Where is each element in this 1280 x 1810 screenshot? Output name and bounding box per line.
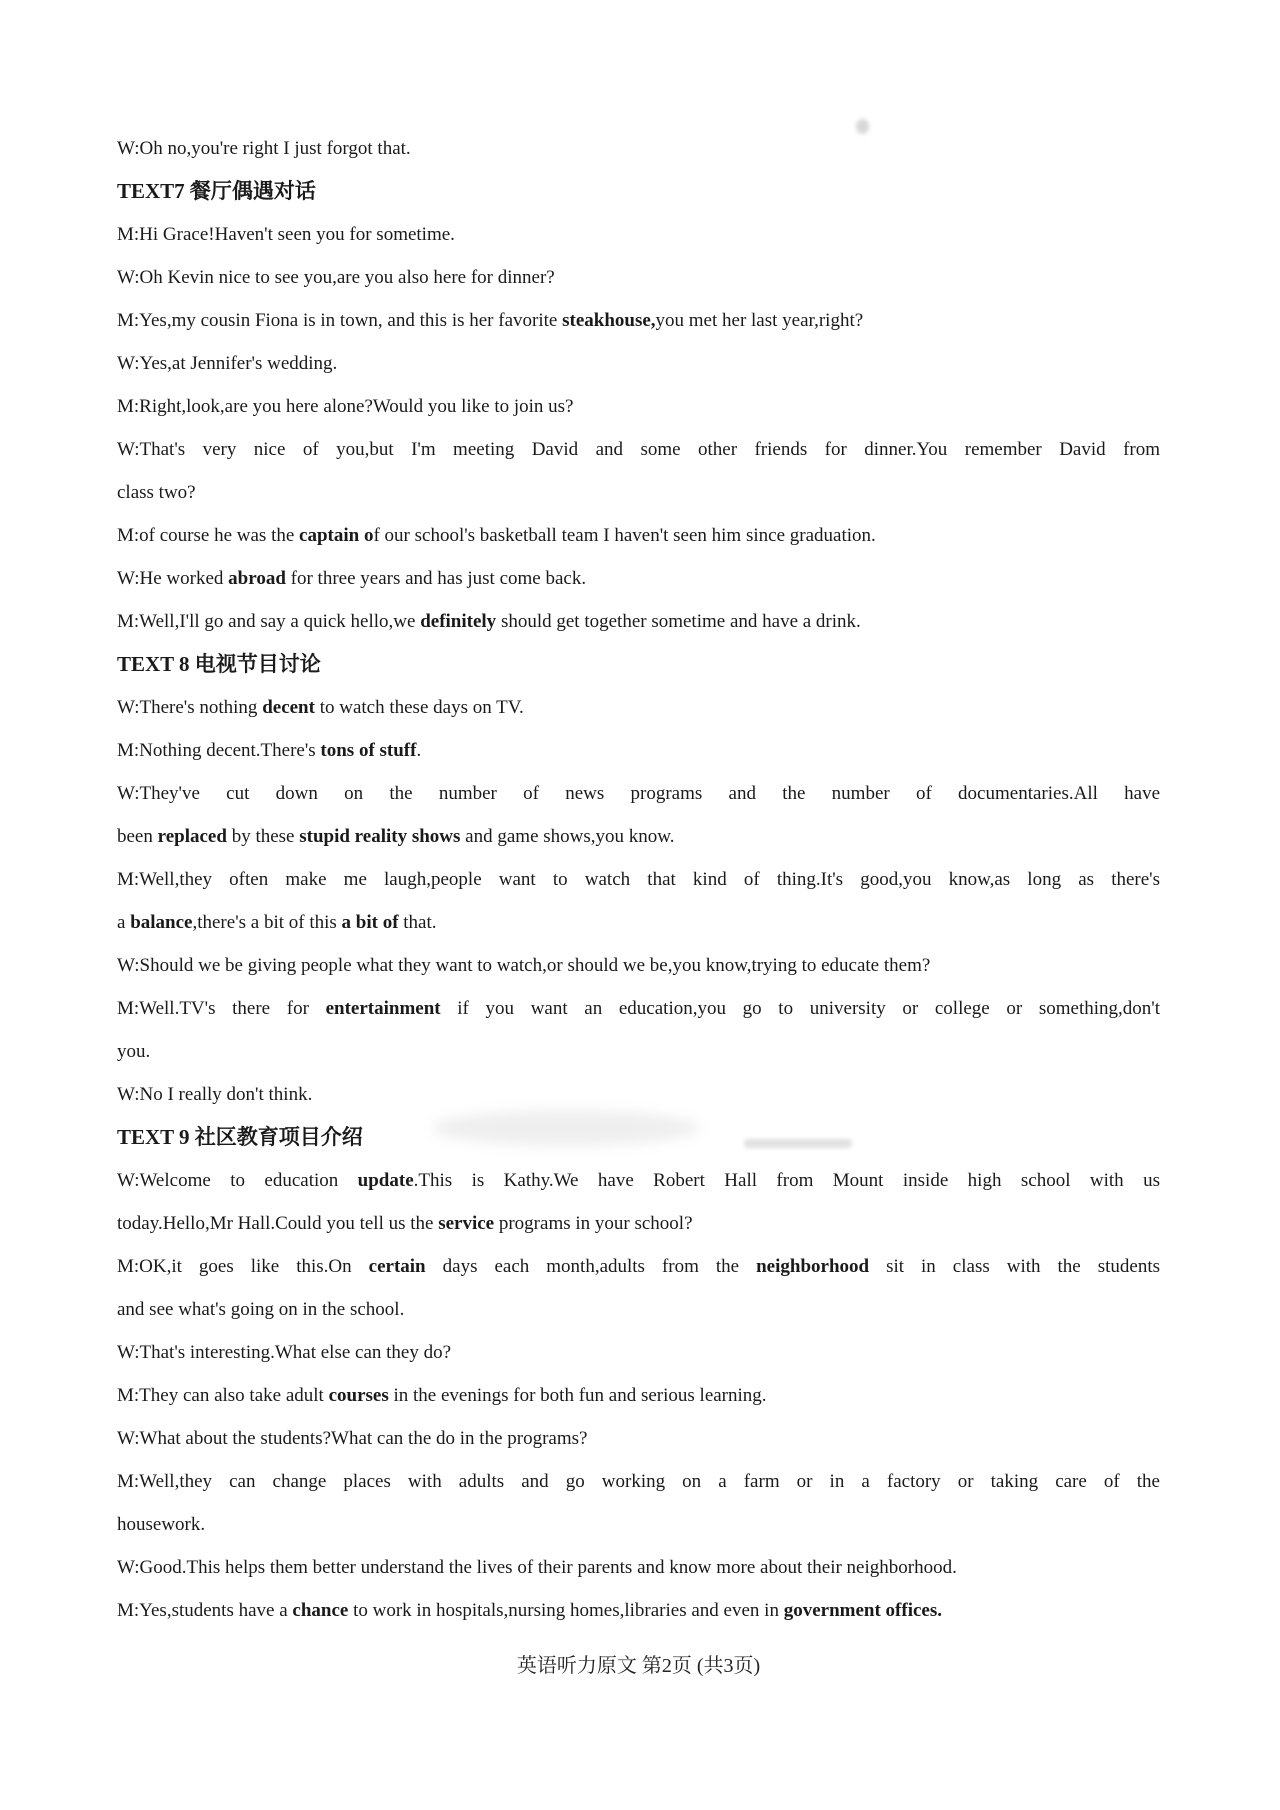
emphasis-text: steakhouse,	[562, 310, 656, 331]
text-segment: been	[117, 826, 158, 847]
transcript-line	[117, 944, 1160, 987]
transcript-line	[117, 987, 1160, 1030]
transcript-line	[117, 385, 1160, 428]
text-segment: .This is Kathy.We have Robert Hall from Mount inside high school with us	[413, 1170, 1160, 1191]
transcript-line	[117, 901, 1160, 944]
emphasis-text: tons of stuff	[320, 740, 417, 761]
transcript-line	[117, 213, 1160, 256]
text-segment: you met her last year,right?	[655, 310, 864, 331]
emphasis-text: courses	[328, 1385, 389, 1406]
emphasis-text: TEXT 8 电视节目讨论	[117, 652, 321, 676]
transcript-line	[117, 600, 1160, 643]
text-segment: M:Well,I'll go and say a quick hello,we	[117, 611, 421, 632]
text-segment: by these	[226, 826, 300, 847]
page-footer: 英语听力原文 第2页 (共3页)	[516, 1655, 761, 1677]
emphasis-text: abroad	[228, 568, 286, 589]
emphasis-text: government offices.	[783, 1600, 942, 1621]
text-segment: should get together sometime and have a drink.	[496, 611, 861, 632]
text-segment: M:Yes,students have a	[117, 1600, 293, 1621]
emphasis-text: decent	[262, 697, 315, 718]
text-segment: M:They can also take adult	[117, 1385, 329, 1406]
text-segment: f our school's basketball team I haven't seen him since graduation.	[373, 525, 876, 546]
emphasis-text: entertainment	[325, 998, 441, 1019]
text-segment: class two?	[117, 482, 196, 503]
text-segment: to work in hospitals,nursing homes,libraries and even in	[348, 1600, 784, 1621]
text-segment: W:That's interesting.What else can they do?	[117, 1342, 452, 1363]
transcript-line	[117, 1460, 1160, 1503]
transcript-line	[117, 1546, 1160, 1589]
text-segment: programs in your school?	[494, 1213, 693, 1234]
text-segment: and game shows,you know.	[460, 826, 675, 847]
text-segment: to watch these days on TV.	[314, 697, 524, 718]
transcript-line	[117, 299, 1160, 342]
emphasis-text: TEXT7 餐厅偶遇对话	[117, 179, 316, 203]
emphasis-text: a bit of	[341, 912, 399, 933]
text-segment: M:Yes,my cousin Fiona is in town, and this is her favorite	[117, 310, 563, 331]
transcript-line	[117, 256, 1160, 299]
transcript-line	[117, 428, 1160, 471]
transcript-line	[117, 514, 1160, 557]
emphasis-text: neighborhood	[756, 1256, 870, 1277]
text-segment: days each month,adults from the	[425, 1256, 757, 1277]
emphasis-text: certain	[368, 1256, 426, 1277]
text-segment: W:There's nothing	[117, 697, 263, 718]
text-segment: today.Hello,Mr Hall.Could you tell us the	[117, 1213, 439, 1234]
text-segment: W:Yes,at Jennifer's wedding.	[117, 353, 338, 374]
text-segment: W:That's very nice of you,but I'm meeting David and some other friends for dinner.You remember David from	[117, 439, 1160, 460]
transcript-line	[117, 1073, 1160, 1116]
transcript-line	[117, 1417, 1160, 1460]
text-segment: W:No I really don't think.	[117, 1084, 313, 1105]
transcript-line	[117, 858, 1160, 901]
text-segment: ,there's a bit of this	[192, 912, 342, 933]
text-segment: W:Oh Kevin nice to see you,are you also here for dinner?	[117, 267, 555, 288]
text-segment: housework.	[117, 1514, 206, 1535]
emphasis-text: definitely	[420, 611, 497, 632]
transcript-line	[117, 1202, 1160, 1245]
emphasis-text: chance	[292, 1600, 349, 1621]
transcript-line	[117, 686, 1160, 729]
transcript-line	[117, 342, 1160, 385]
text-segment: W:Should we be giving people what they want to watch,or should we be,you know,trying to educate them?	[117, 955, 931, 976]
text-segment: M:OK,it goes like this.On	[117, 1256, 369, 1277]
transcript-line	[117, 1503, 1160, 1546]
emphasis-text: stupid reality shows	[299, 826, 461, 847]
text-segment: you.	[117, 1041, 151, 1062]
emphasis-text: replaced	[157, 826, 227, 847]
text-segment: M:Right,look,are you here alone?Would you like to join us?	[117, 396, 574, 417]
section-heading	[117, 170, 1160, 213]
emphasis-text: balance	[130, 912, 193, 933]
transcript-line	[117, 1374, 1160, 1417]
text-segment: W:What about the students?What can the do in the programs?	[117, 1428, 588, 1449]
transcript-line	[117, 772, 1160, 815]
text-segment: a	[117, 912, 131, 933]
text-segment: if you want an education,you go to university or college or something,don't	[440, 998, 1160, 1019]
text-segment: M:Well,they often make me laugh,people want to watch that kind of thing.It's good,you know,as long as there's	[117, 869, 1160, 890]
text-segment: M:Well,they can change places with adults and go working on a farm or in a factory or taking care of the	[117, 1471, 1160, 1492]
text-segment: M:of course he was the	[117, 525, 300, 546]
transcript-line	[117, 557, 1160, 600]
text-segment: M:Well.TV's there for	[117, 998, 326, 1019]
text-segment: and see what's going on in the school.	[117, 1299, 405, 1320]
text-segment: W:Good.This helps them better understand the lives of their parents and know more about their neighborhood.	[117, 1557, 957, 1578]
text-segment: W:They've cut down on the number of news programs and the number of documentaries.All have	[117, 783, 1160, 804]
text-segment: sit in class with the students	[869, 1256, 1160, 1277]
section-heading	[117, 643, 1160, 686]
transcript-line	[117, 1245, 1160, 1288]
emphasis-text: update	[357, 1170, 414, 1191]
text-segment: in the evenings for both fun and serious learning.	[388, 1385, 767, 1406]
text-segment: for three years and has just come back.	[285, 568, 587, 589]
transcript-line	[117, 1589, 1160, 1632]
text-segment: .	[416, 740, 422, 761]
text-segment: M:Hi Grace!Haven't seen you for sometime.	[117, 224, 455, 245]
text-segment: W:Welcome to education	[117, 1170, 358, 1191]
transcript-line	[117, 815, 1160, 858]
emphasis-text: captain o	[299, 525, 374, 546]
text-segment: that.	[398, 912, 437, 933]
text-segment: M:Nothing decent.There's	[117, 740, 321, 761]
transcript-line	[117, 1331, 1160, 1374]
emphasis-text: TEXT 9 社区教育项目介绍	[117, 1125, 363, 1149]
transcript	[117, 127, 1160, 1632]
transcript-line	[117, 471, 1160, 514]
transcript-line	[117, 1159, 1160, 1202]
transcript-line	[117, 729, 1160, 772]
transcript-line	[117, 1030, 1160, 1073]
section-heading	[117, 1116, 1160, 1159]
transcript-line	[117, 127, 1160, 170]
text-segment: W:Oh no,you're right I just forgot that.	[117, 138, 411, 159]
emphasis-text: service	[438, 1213, 495, 1234]
text-segment: W:He worked	[117, 568, 229, 589]
transcript-line	[117, 1288, 1160, 1331]
